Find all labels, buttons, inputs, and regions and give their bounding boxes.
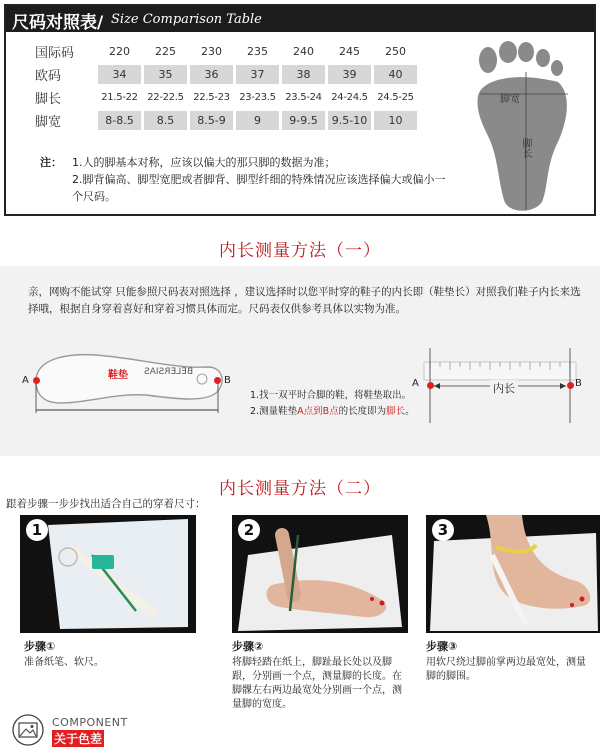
table-cell: 230 [201, 45, 222, 58]
step1-photo [20, 515, 196, 633]
table-cell: 37 [236, 65, 279, 84]
foot-diagram [468, 38, 592, 214]
table-row [35, 88, 417, 107]
table-cell: 34 [98, 65, 141, 84]
size-chart-subtitle: Size Comparison Table [111, 12, 262, 27]
step3-number: 3 [432, 519, 454, 541]
point-b-marker [214, 377, 221, 384]
method1-panel [0, 266, 600, 456]
size-chart-header [6, 6, 594, 32]
ruler-point-b-marker [567, 382, 574, 389]
point-a-marker [33, 377, 40, 384]
method1-step-2 [250, 404, 415, 420]
length-label: 内长 [490, 380, 518, 396]
table-cell: 225 [155, 45, 176, 58]
table-cell: 38 [282, 65, 325, 84]
table-cell: 39 [328, 65, 371, 84]
step2-text: 的长度即为 [338, 406, 387, 417]
point-b-label: B [224, 375, 231, 386]
insole-figure [22, 341, 231, 416]
insole-brand: BELERSIAS [144, 367, 194, 377]
table-cell: 21.5-22 [101, 92, 138, 103]
step1-title: 步骤① [24, 640, 56, 653]
table-row [35, 42, 417, 61]
foot-length-label: 脚长 [520, 138, 531, 158]
ruler-point-b-label: B [575, 378, 582, 389]
step1-number: 1 [26, 519, 48, 541]
table-cell: 40 [374, 65, 417, 84]
table-cell: 23.5-24 [285, 92, 322, 103]
step2-highlight: A点到B点 [297, 406, 339, 417]
table-cell: 22.5-23 [193, 92, 230, 103]
step2-photo [232, 515, 408, 633]
ruler-point-a-marker [427, 382, 434, 389]
method1-intro: 亲，网购不能试穿 只能参照尺码表对照选择 ，建议选择时以您平时穿的鞋子的内长即（鞋垫长）对照我们鞋子内长来选择哦，根据自身穿着喜好和穿着习惯具体而定。尺码表仅供参考具体以实物为准。 [28, 286, 581, 315]
step2-number: 2 [238, 519, 260, 541]
note-1: 1.人的脚基本对称，应该以偏大的那只脚的数据为准； [72, 156, 336, 169]
method1-step-1: 1.找一双平时合脚的鞋，将鞋垫取出。 [250, 390, 412, 401]
step2-desc: 将脚轻踏在纸上，脚趾最长处以及脚跟，分别画一个点，测量脚的长度。在脚髁左右两边最宽处分别画一个点，测量脚的宽度。 [232, 657, 402, 710]
method1-steps [250, 388, 415, 420]
step1-desc: 准备纸笔、软尺。 [24, 657, 104, 668]
table-cell: 235 [247, 45, 268, 58]
table-cell: 10 [374, 111, 417, 130]
ruler-figure [410, 348, 585, 423]
step2-title: 步骤② [232, 640, 264, 653]
size-chart-panel [4, 4, 596, 216]
foot-outline-icon [468, 38, 592, 214]
row-label: 脚长 [35, 92, 62, 107]
note-2: 2.脚背偏高、脚型宽肥或者脚背、脚型纤细的特殊情况应该选择偏大或偏小一个尺码。 [72, 173, 446, 203]
step3-desc: 用软尺绕过脚前掌两边最宽处，测量脚的脚围。 [426, 657, 586, 682]
color-difference-label: 关于色差 [54, 732, 103, 746]
table-cell: 23-23.5 [239, 92, 276, 103]
row-label: 脚宽 [35, 115, 62, 130]
table-cell: 9-9.5 [282, 111, 325, 130]
table-cell: 9 [236, 111, 279, 130]
table-cell: 245 [339, 45, 360, 58]
insole-label: 鞋垫 [108, 370, 128, 381]
row-label: 国际码 [35, 46, 75, 61]
point-a-label: A [22, 375, 29, 386]
size-chart-title: 尺码对照表/ [12, 13, 104, 33]
ruler-point-a-label: A [412, 378, 419, 389]
component-label: COMPONENT [52, 716, 128, 729]
foot-width-label: 脚宽 [500, 94, 520, 105]
table-cell: 24.5-25 [377, 92, 414, 103]
step3-title: 步骤③ [426, 640, 458, 653]
table-cell: 35 [144, 65, 187, 84]
table-cell: 250 [385, 45, 406, 58]
step3-photo [426, 515, 600, 633]
table-row [35, 65, 417, 84]
table-cell: 24-24.5 [331, 92, 368, 103]
table-row [35, 111, 417, 130]
table-cell: 240 [293, 45, 314, 58]
notes-label: 注： [40, 156, 62, 169]
method1-title: 内长测量方法（一） [219, 241, 381, 261]
step2-text: 。 [405, 406, 415, 417]
method2-title: 内长测量方法（二） [219, 479, 381, 499]
table-cell: 36 [190, 65, 233, 84]
picture-icon [10, 714, 46, 746]
method2-intro: 跟着步骤一步步找出适合自己的穿着尺寸： [6, 498, 206, 510]
table-cell: 9.5-10 [328, 111, 371, 130]
table-cell: 8.5-9 [190, 111, 233, 130]
table-cell: 220 [109, 45, 130, 58]
table-cell: 22-22.5 [147, 92, 184, 103]
table-cell: 8-8.5 [98, 111, 141, 130]
table-cell: 8.5 [144, 111, 187, 130]
size-table [32, 38, 420, 134]
step2-text: 2.测量鞋垫 [250, 406, 298, 417]
row-label: 欧码 [35, 69, 62, 84]
step2-highlight: 脚长 [386, 406, 406, 417]
component-banner [6, 712, 206, 747]
